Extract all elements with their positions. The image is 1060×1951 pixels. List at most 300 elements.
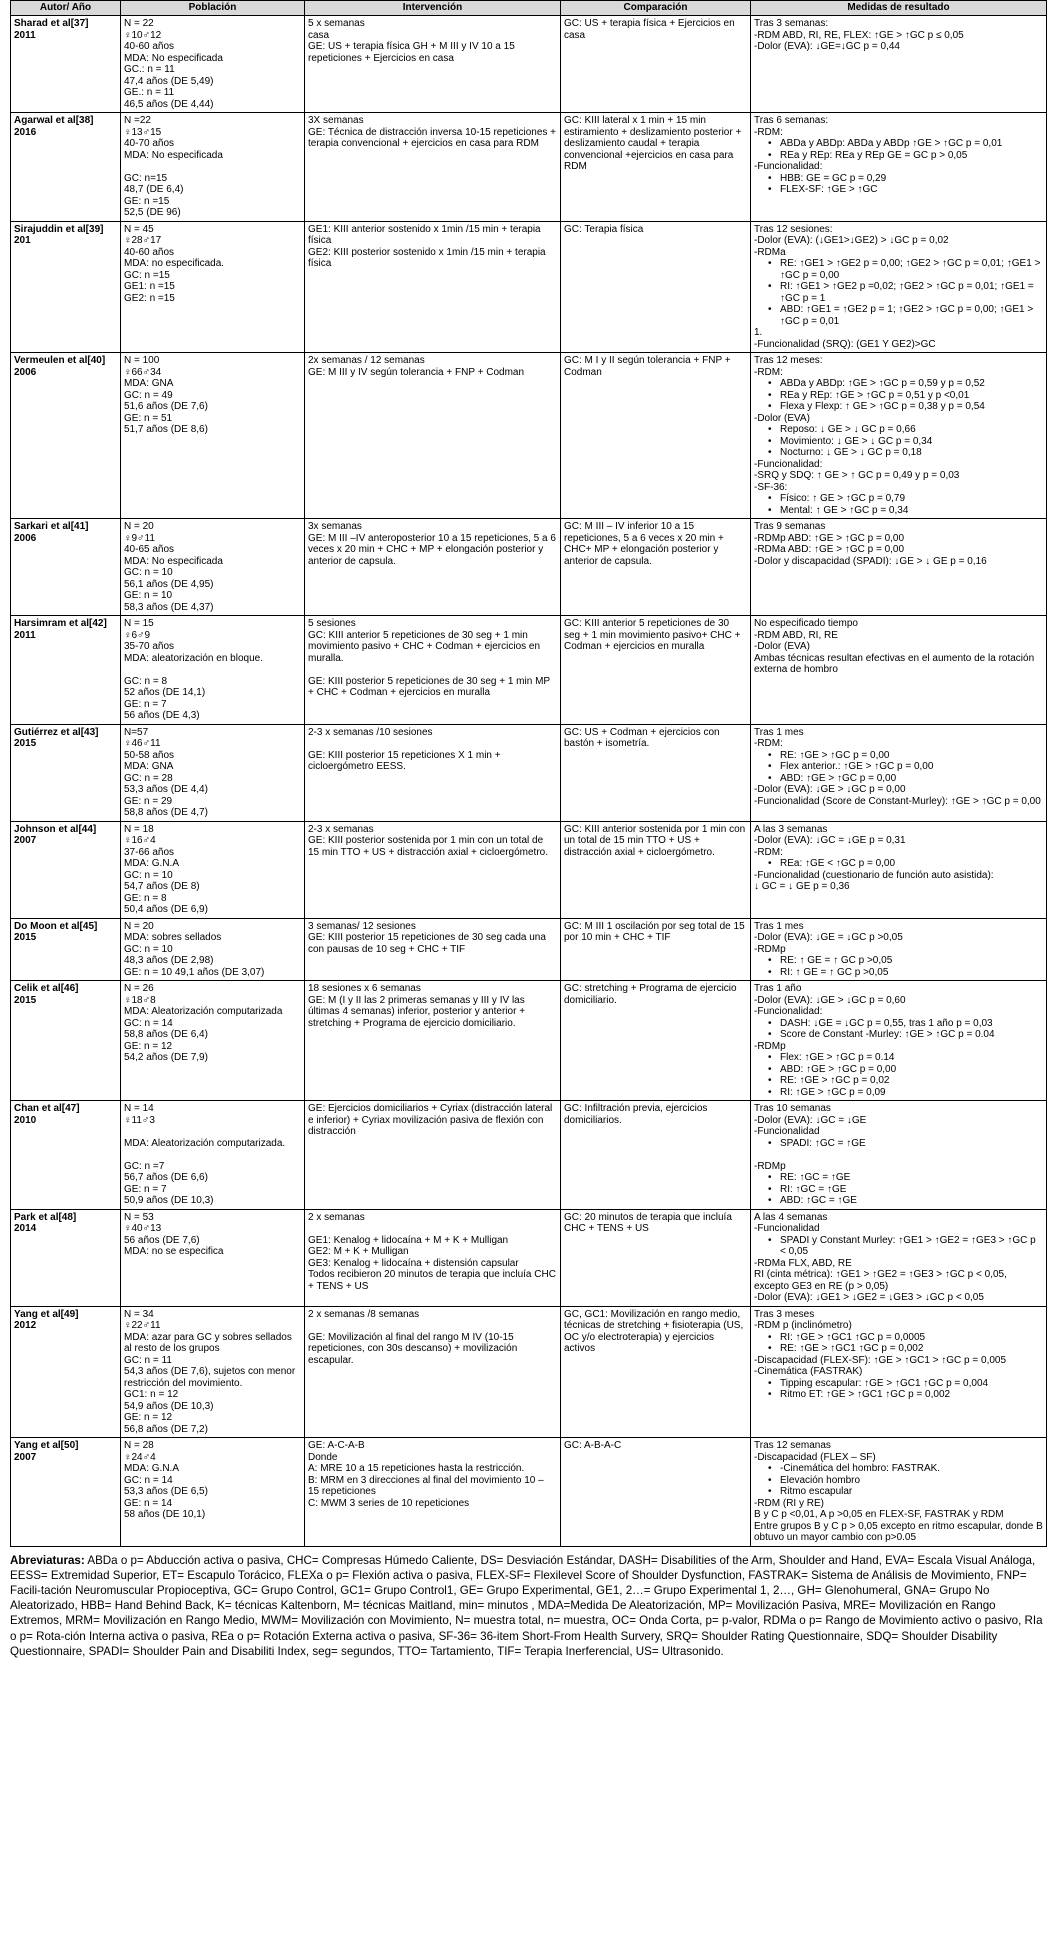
cell-line: Park et al[48] — [14, 1211, 77, 1223]
cell-line — [308, 1320, 557, 1332]
cell-line: • -Cinemática del hombro: FASTRAK. — [754, 1463, 1043, 1475]
outcomes-cell — [751, 1306, 1047, 1438]
cell-line: -Dolor (EVA) — [754, 641, 810, 652]
cell-line: MDA: G.N.A — [124, 858, 180, 869]
cell-line: GC: n = 11 — [124, 1354, 172, 1366]
header-comparison: Comparación — [561, 1, 751, 16]
comparison-cell — [561, 616, 751, 725]
intervention-cell — [305, 221, 561, 353]
population-cell — [121, 1438, 305, 1547]
author-cell — [11, 1438, 121, 1547]
cell-line: MDA: G.N.A — [124, 1463, 180, 1474]
cell-line: GC: n = 10 — [124, 943, 173, 955]
cell-line — [124, 1149, 301, 1161]
cell-line — [124, 161, 301, 173]
cell-line: -RDM: — [754, 126, 783, 138]
cell-line: 46,5 años (DE 4,44) — [124, 98, 214, 110]
cell-line: • Reposo: ↓ GE > ↓ GC p = 0,66 — [754, 424, 1043, 436]
intervention-cell — [305, 981, 561, 1101]
cell-line: Do Moon et al[45] — [14, 920, 98, 932]
cell-line: N =22 — [124, 115, 151, 126]
cell-line: • ABD: ↑GE1 = ↑GE2 p = 1; ↑GE2 > ↑GC p = 0,00; ↑GE1 > ↑GC p = 0,01 — [754, 304, 1043, 327]
comparison-cell — [561, 519, 751, 616]
author-cell — [11, 918, 121, 981]
cell-line: GE.: n = 11 — [124, 87, 175, 98]
cell-line: GC: n =15 — [124, 269, 170, 281]
cell-line: • RI: ↑ GE = ↑ GC p >0,05 — [754, 967, 1043, 979]
cell-line: 54,2 años (DE 7,9) — [124, 1052, 208, 1063]
cell-line: GE1: Kenalog + lidocaína + M + K + Mulligan — [308, 1234, 509, 1246]
cell-line: MDA: GNA — [124, 378, 174, 389]
cell-line: 51,7 años (DE 8,6) — [124, 424, 208, 435]
comparison-cell — [561, 113, 751, 222]
cell-line: -Dolor (EVA): ↓GE = ↓GC p >0,05 — [754, 932, 903, 943]
cell-line: Yang et al[49] — [14, 1308, 79, 1320]
cell-line: • REa y REp: REa y REp GE = GC p > 0,05 — [754, 150, 1043, 162]
cell-line: • SPADI y Constant Murley: ↑GE1 > ↑GE2 = ↑GE3 > ↑GC p < 0,05 — [754, 1235, 1043, 1258]
cell-line: Johnson et al[44] — [14, 823, 97, 835]
outcomes-cell — [751, 221, 1047, 353]
cell-line: GC: n = 10 — [124, 869, 173, 881]
cell-line: MDA: GNA — [124, 761, 174, 772]
cell-line: -Discapacidad (FLEX-SF): ↑GE > ↑GC1 > ↑GC p = 0,005 — [754, 1354, 1007, 1366]
cell-line: -Dolor (EVA): (↓GE1>↓GE2) > ↓GC p = 0,02 — [754, 235, 949, 246]
cell-line: 5 x semanas — [308, 18, 365, 29]
cell-line — [308, 664, 557, 676]
cell-line: Tras 9 semanas — [754, 521, 826, 532]
cell-line: GC: KIII anterior 5 repeticiones de 30 seg + 1 min movimiento pasivo + CHC + Codman + ejercicios en muralla. — [308, 629, 543, 664]
header-population: Población — [121, 1, 305, 16]
cell-line: GC, GC1: Movilización en rango medio, técnicas de stretching + fisioterapia (US, OC y/o electroterapia) y ejercicios activos — [564, 1308, 747, 1354]
comparison-cell — [561, 821, 751, 918]
cell-line: 2-3 x semanas — [308, 823, 374, 835]
cell-line: -RDM: — [754, 738, 783, 749]
cell-line: 5 sesiones — [308, 618, 356, 629]
cell-line: Sarkari et al[41] — [14, 521, 89, 532]
cell-line: ♀6♂9 — [124, 629, 151, 641]
cell-line: 51,6 años (DE 7,6) — [124, 401, 208, 412]
cell-line: -RDMp — [754, 1160, 786, 1172]
cell-line: • Flex anterior.: ↑GE > ↑GC p = 0,00 — [754, 761, 1043, 773]
cell-line: -Funcionalidad (cuestionario de función auto asistida): — [754, 869, 994, 881]
cell-line: ♀13♂15 — [124, 126, 162, 138]
cell-line: ♀46♂11 — [124, 738, 161, 749]
cell-line: • RE: ↑GC = ↑GE — [754, 1172, 1043, 1184]
cell-line: Chan et al[47] — [14, 1103, 80, 1114]
cell-line: GC: n = 14 — [124, 1474, 173, 1486]
cell-line: 3x semanas — [308, 521, 362, 532]
cell-line: N=57 — [124, 726, 149, 738]
cell-line: -RDM ABD, RI, RE — [754, 629, 838, 641]
cell-line: GC: n=15 — [124, 172, 168, 184]
cell-line — [308, 1223, 557, 1235]
cell-line: -SRQ y SDQ: ↑ GE > ↑ GC p = 0,49 y p = 0,03 — [754, 470, 960, 481]
cell-line: C: MWM 3 series de 10 repeticiones — [308, 1497, 470, 1509]
cell-line: • RE: ↑GE > ↑GC p = 0,00 — [754, 750, 1043, 762]
cell-line: 2015 — [14, 994, 37, 1006]
table-row — [11, 353, 1047, 519]
intervention-cell — [305, 724, 561, 821]
cell-line: Donde — [308, 1451, 338, 1463]
intervention-cell — [305, 1438, 561, 1547]
table-row — [11, 1438, 1047, 1547]
population-cell — [121, 221, 305, 353]
cell-line: -Funcionalidad: — [754, 458, 823, 470]
outcomes-cell — [751, 1438, 1047, 1547]
author-cell — [11, 1209, 121, 1306]
cell-line: Tras 1 mes — [754, 920, 804, 932]
cell-line: A: MRE 10 a 15 repeticiones hasta la restricción. — [308, 1463, 525, 1474]
table-row — [11, 113, 1047, 222]
cell-line: • Físico: ↑ GE > ↑GC p = 0,79 — [754, 493, 1043, 505]
cell-line: 2006 — [14, 532, 37, 544]
population-cell — [121, 981, 305, 1101]
cell-line: 54,7 años (DE 8) — [124, 881, 200, 892]
cell-line: ♀18♂8 — [124, 994, 156, 1006]
cell-line: • ABDa y ABDp: ABDa y ABDp ↑GE > ↑GC p = 0,01 — [754, 138, 1043, 150]
cell-line: 58,3 años (DE 4,37) — [124, 601, 214, 613]
cell-line: • Movimiento: ↓ GE > ↓ GC p = 0,34 — [754, 436, 1043, 448]
table-row — [11, 821, 1047, 918]
population-cell — [121, 616, 305, 725]
cell-line: -RDM p (inclinómetro) — [754, 1320, 852, 1331]
cell-line: 52,5 (DE 96) — [124, 207, 181, 218]
cell-line: 48,3 años (DE 2,98) — [124, 955, 214, 966]
cell-line: 40-65 años — [124, 544, 175, 555]
cell-line: • ABD: ↑GE > ↑GC p = 0,00 — [754, 773, 1043, 785]
cell-line: -Discapacidad (FLEX – SF) — [754, 1451, 876, 1463]
outcomes-cell — [751, 981, 1047, 1101]
cell-line: GE: KIII posterior 5 repeticiones de 30 seg + 1 min MP + CHC + Codman + ejercicios en muralla — [308, 675, 553, 698]
cell-line: 58,8 años (DE 6,4) — [124, 1029, 208, 1040]
header-outcomes: Medidas de resultado — [751, 1, 1047, 16]
cell-line: Tras 1 mes — [754, 726, 804, 738]
cell-line: N = 20 — [124, 521, 154, 532]
cell-line: GC: M III – IV inferior 10 a 15 repeticiones, 5 a 6 veces x 20 min + CHC+ MP + elongación posterior y anterior de capsula. — [564, 521, 727, 567]
cell-line: ♀66♂34 — [124, 366, 162, 378]
table-row — [11, 221, 1047, 353]
cell-line: -Dolor (EVA): ↓GE1 > ↓GE2 = ↓GE3 > ↓GC p < 0,05 — [754, 1292, 984, 1303]
cell-line: 2-3 x semanas /10 sesiones — [308, 726, 433, 738]
cell-line: 3 semanas/ 12 sesiones — [308, 920, 416, 932]
cell-line: GC: M I y II según tolerancia + FNP + Codman — [564, 355, 734, 378]
cell-line: Yang et al[50] — [14, 1440, 79, 1451]
comparison-cell — [561, 1306, 751, 1438]
outcomes-cell — [751, 724, 1047, 821]
cell-line: GC: KIII anterior sostenida por 1 min con un total de 15 min TTO + US + distracción axial + cicloergómetro. — [564, 823, 748, 858]
cell-line: -RDM: — [754, 366, 783, 378]
cell-line: -RDMa FLX, ABD, RE — [754, 1257, 852, 1269]
intervention-cell — [305, 918, 561, 981]
cell-line: GE1: n =15 — [124, 281, 175, 292]
outcomes-cell — [751, 616, 1047, 725]
cell-line: -Dolor y discapacidad (SPADI): ↓GE > ↓ GE p = 0,16 — [754, 555, 987, 567]
cell-line: Sharad et al[37] — [14, 18, 89, 29]
cell-line: -Funcionalidad (SRQ): (GE1 Y GE2)>GC — [754, 338, 936, 350]
cell-line: GE: KIII posterior 15 repeticiones de 30 seg cada una con pausas de 10 seg + CHC + TIF — [308, 932, 549, 955]
cell-line: ♀28♂17 — [124, 235, 162, 246]
cell-line: B: MRM en 3 direcciones al final del movimiento 10 – 15 repeticiones — [308, 1474, 547, 1497]
cell-line: -Dolor (EVA) — [754, 412, 810, 424]
cell-line: Ambas técnicas resultan efectivas en el aumento de la rotación externa de hombro — [754, 652, 1037, 675]
cell-line: 53,3 años (DE 4,4) — [124, 784, 208, 795]
cell-line: • REa: ↑GE < ↑GC p = 0,00 — [754, 858, 1043, 870]
cell-line: • RE: ↑GE1 > ↑GE2 p = 0,00; ↑GE2 > ↑GC p = 0,01; ↑GE1 > ↑GC p = 0,00 — [754, 258, 1043, 281]
cell-line: 53,3 años (DE 6,5) — [124, 1486, 208, 1497]
cell-line: GE2: n =15 — [124, 292, 175, 304]
author-cell — [11, 353, 121, 519]
comparison-cell — [561, 221, 751, 353]
cell-line: GE1: KIII anterior sostenido x 1min /15 min + terapia física — [308, 223, 544, 246]
cell-line: MDA: Aleatorización computarizada — [124, 1006, 283, 1017]
cell-line: MDA: azar para GC y sobres sellados al resto de los grupos — [124, 1331, 295, 1354]
cell-line: 2016 — [14, 126, 37, 138]
population-cell — [121, 1306, 305, 1438]
comparison-cell — [561, 1438, 751, 1547]
cell-line: 2015 — [14, 932, 37, 943]
cell-line: GC: n = 49 — [124, 389, 173, 401]
cell-line: N = 34 — [124, 1308, 154, 1320]
population-cell — [121, 1101, 305, 1210]
cell-line: N = 45 — [124, 223, 154, 235]
cell-line: GC1: n = 12 — [124, 1389, 179, 1400]
cell-line: • Flex: ↑GE > ↑GC p = 0.14 — [754, 1052, 1043, 1064]
cell-line: 40-60 años — [124, 246, 175, 258]
cell-line: • Score de Constant -Murley: ↑GE > ↑GC p = 0.04 — [754, 1029, 1043, 1041]
table-row — [11, 16, 1047, 113]
cell-line: • Tipping escapular: ↑GE > ↑GC1 ↑GC p = 0,004 — [754, 1378, 1043, 1390]
cell-line: GE: n = 12 — [124, 1040, 173, 1052]
cell-line: Tras 12 semanas — [754, 1440, 831, 1451]
cell-line: 56,1 años (DE 4,95) — [124, 578, 214, 590]
cell-line: 52 años (DE 14,1) — [124, 687, 206, 698]
comparison-cell — [561, 724, 751, 821]
cell-line: A las 3 semanas — [754, 823, 828, 835]
comparison-cell — [561, 1101, 751, 1210]
cell-line: MDA: aleatorización en bloque. — [124, 652, 263, 664]
intervention-cell — [305, 113, 561, 222]
cell-line: GC: n =7 — [124, 1160, 165, 1172]
cell-line: MDA: no especificada. — [124, 258, 225, 269]
author-cell — [11, 981, 121, 1101]
cell-line: 2 x semanas /8 semanas — [308, 1308, 420, 1320]
cell-line: • FLEX-SF: ↑GE > ↑GC — [754, 184, 1043, 196]
cell-line: -Dolor (EVA): ↓GE > ↓GC p = 0,60 — [754, 994, 906, 1006]
outcomes-cell — [751, 918, 1047, 981]
population-cell — [121, 1209, 305, 1306]
cell-line: • RE: ↑ GE = ↑ GC p >0,05 — [754, 955, 1043, 967]
table-body — [11, 16, 1047, 1547]
studies-table — [10, 0, 1047, 1547]
cell-line: N = 53 — [124, 1211, 154, 1223]
cell-line: 2007 — [14, 1451, 37, 1463]
cell-line: GE3: Kenalog + lidocaína + distensión capsular — [308, 1257, 519, 1269]
author-cell — [11, 1101, 121, 1210]
cell-line: 2010 — [14, 1114, 37, 1126]
cell-line: Agarwal et al[38] — [14, 115, 94, 126]
cell-line: 58,8 años (DE 4,7) — [124, 807, 208, 818]
cell-line: GC: KIII anterior 5 repeticiones de 30 seg + 1 min movimiento pasivo+ CHC + Codman + ejercicios en muralla — [564, 618, 744, 652]
cell-line: ♀9♂11 — [124, 532, 155, 544]
cell-line: GE: n = 8 — [124, 892, 167, 904]
cell-line: -RDMa ABD: ↑GE > ↑GC p = 0,00 — [754, 544, 905, 555]
cell-line: GE: n = 10 49,1 años (DE 3,07) — [124, 966, 265, 978]
cell-line: • RI: ↑GE1 > ↑GE2 p =0,02; ↑GE2 > ↑GC p = 0,01; ↑GE1 = ↑GC p = 1 — [754, 281, 1043, 304]
cell-line: -Cinemática (FASTRAK) — [754, 1366, 863, 1377]
cell-line: 48,7 (DE 6,4) — [124, 184, 184, 195]
cell-line: ♀11♂3 — [124, 1114, 155, 1126]
cell-line: • Ritmo escapular — [754, 1486, 1043, 1498]
cell-line: -RDM (RI y RE) — [754, 1497, 824, 1509]
cell-line: GE: Movilización al final del rango M IV (10-15 repeticiones, con 30s descanso) + movilización escapular. — [308, 1331, 521, 1366]
cell-line: 37-66 años — [124, 846, 175, 858]
intervention-cell — [305, 519, 561, 616]
cell-line: -RDMp — [754, 1040, 786, 1052]
outcomes-cell — [751, 16, 1047, 113]
cell-line: GC: US + Codman + ejercicios con bastón + isometría. — [564, 726, 723, 749]
cell-line: 2006 — [14, 366, 37, 378]
cell-line: -Dolor (EVA): ↓GC = ↓GE — [754, 1114, 867, 1126]
cell-line: Tras 3 semanas: — [754, 18, 829, 29]
cell-line: -Dolor (EVA): ↓GE > ↓GC p = 0,00 — [754, 784, 906, 795]
comparison-cell — [561, 353, 751, 519]
cell-line: 50-58 años — [124, 749, 175, 761]
cell-line: MDA: No especificada — [124, 555, 223, 567]
comparison-cell — [561, 981, 751, 1101]
cell-line: ↓ GC = ↓ GE p = 0,36 — [754, 881, 850, 892]
intervention-cell — [305, 821, 561, 918]
cell-line: GC: US + terapia física + Ejercicios en casa — [564, 18, 738, 41]
cell-line: N = 20 — [124, 920, 154, 932]
cell-line: 2015 — [14, 738, 37, 749]
cell-line: GE: n =15 — [124, 195, 170, 207]
cell-line: N = 14 — [124, 1103, 154, 1114]
cell-line: GC: n = 28 — [124, 772, 173, 784]
table-row — [11, 981, 1047, 1101]
cell-line: GC: stretching + Programa de ejercicio domiciliario. — [564, 983, 740, 1006]
abbreviations-label: Abreviaturas: — [10, 1553, 85, 1567]
cell-line: GE: KIII posterior sostenida por 1 min con un total de 15 min TTO + US + distracción axial + cicloergómetro. — [308, 835, 549, 858]
cell-line: N = 15 — [124, 618, 154, 629]
cell-line: • Nocturno: ↓ GE > ↓ GC p = 0,18 — [754, 447, 1043, 459]
author-cell — [11, 724, 121, 821]
cell-line: N = 18 — [124, 823, 154, 835]
cell-line: 47,4 años (DE 5,49) — [124, 75, 214, 87]
cell-line: 40-60 años — [124, 41, 175, 52]
cell-line: GE: n = 29 — [124, 795, 173, 807]
cell-line: 2 x semanas — [308, 1211, 365, 1223]
cell-line: casa — [308, 29, 330, 41]
cell-line: MDA: No especificada — [124, 149, 223, 161]
cell-line: GC: KIII lateral x 1 min + 15 min estiramiento + deslizamiento posterior + deslizamiento caudal + terapia convencional +ejercicios en casa para RDM — [564, 115, 745, 172]
cell-line: GE: n = 14 — [124, 1497, 173, 1509]
cell-line: MDA: sobres sellados — [124, 932, 222, 943]
cell-line — [124, 664, 301, 676]
cell-line: -SF-36: — [754, 481, 788, 493]
cell-line: N = 22 — [124, 18, 154, 29]
cell-line: -Funcionalidad — [754, 1126, 820, 1137]
cell-line: 50,9 años (DE 10,3) — [124, 1195, 214, 1206]
author-cell — [11, 113, 121, 222]
cell-line: Celik et al[46] — [14, 983, 79, 994]
author-cell — [11, 221, 121, 353]
table-row — [11, 918, 1047, 981]
cell-line: 50,4 años (DE 6,9) — [124, 904, 208, 915]
cell-line: GE: n = 7 — [124, 1183, 167, 1195]
cell-line: GE2: KIII posterior sostenido x 1min /15 min + terapia física — [308, 246, 549, 269]
cell-line: -Dolor (EVA): ↓GC = ↓GE p = 0,31 — [754, 835, 906, 846]
cell-line — [754, 1149, 1043, 1161]
outcomes-cell — [751, 821, 1047, 918]
cell-line: GE: n = 12 — [124, 1412, 173, 1423]
cell-line: N = 100 — [124, 355, 160, 366]
cell-line: GC: n = 14 — [124, 1017, 173, 1029]
cell-line: 35-70 años — [124, 641, 175, 652]
cell-line: GC: Infiltración previa, ejercicios domiciliarios. — [564, 1103, 711, 1126]
cell-line: No especificado tiempo — [754, 618, 858, 629]
cell-line: GE: A-C-A-B — [308, 1440, 365, 1451]
cell-line: Tras 1 año — [754, 983, 802, 994]
cell-line: GC: M III 1 oscilación por seg total de 15 por 10 min + CHC + TIF — [564, 920, 748, 943]
cell-line: ♀40♂13 — [124, 1223, 162, 1234]
cell-line: Gutiérrez et al[43] — [14, 726, 99, 738]
cell-line: • RI: ↑GE > ↑GC1 ↑GC p = 0,0005 — [754, 1332, 1043, 1344]
cell-line: GC: n = 8 — [124, 675, 168, 687]
cell-line: 54,9 años (DE 10,3) — [124, 1400, 214, 1412]
cell-line: GE2: M + K + Mulligan — [308, 1246, 409, 1257]
cell-line: GE: n = 51 — [124, 412, 173, 424]
document — [10, 0, 1046, 1659]
abbreviations-text: ABDa o p= Abducción activa o pasiva, CHC= Compresas Húmedo Caliente, DS= Desviación Estándar, DASH= Disabilities of the Arm, Shoulder and Hand, EVA= Escala Visual Análoga, EESS= Extremidad Superior, ET= Escapulo Torácico, FLEXa o p= Flexión activa o pasiva, FLEX-SF= Flexilevel Score of Shoulder Dysfunction, FASTRAK= Sistema de Análisis de Movimiento, FNP= Facili-tación Neuromuscular Propioceptiva, GC= Grupo Control, GC1= Grupo Control1, GE= Grupo Experimental, GE1, 2…= Grupo Experimental 1, 2…, GH= Glenohumeral, GNA= Grupo No Aleatorizado, HBB= Hand Behind Back, K= técnicas Kaltenborn, M= técnicas Maitland, min= minutos , MDA=Medida De Aleatorización, MP= Movilización Pasiva, MRE= Movilización en Rango Extremos, MRM= Movilización en Rango Medio, MWM= Movilización con Movimiento, N= muestra total, n= muestra, OC= Onda Corta, p= p-valor, RDMa o p= Rango de Movimiento activo o pasivo, RIa o p= Rota-ción Interna activa o pasiva, REa o p= Rotación Externa activa o pasiva, SF-36= 36-item Short-From Health Survery, SRQ= Shoulder Rating Questionnaire, SDQ= Shoulder Disability Questionnaire, SPADI= Shoulder Pain and Disabiliti Index, seg= segundos, TTO= Tartamiento, TIF= Terapia Inerferencial, US= Ultrasonido. — [10, 1553, 1043, 1658]
cell-line: 56 años (DE 7,6) — [124, 1234, 200, 1246]
outcomes-cell — [751, 113, 1047, 222]
cell-line: -Funcionalidad: — [754, 161, 823, 172]
table-header-row — [11, 1, 1047, 16]
cell-line: • Elevación hombro — [754, 1475, 1043, 1487]
header-intervention: Intervención — [305, 1, 561, 16]
cell-line: Tras 3 meses — [754, 1308, 815, 1320]
author-cell — [11, 821, 121, 918]
cell-line: B y C p <0,01, A p >0,05 en FLEX-SF, FASTRAK y RDM — [754, 1509, 1004, 1520]
cell-line: • ABDa y ABDp: ↑GE > ↑GC p = 0,59 y p = 0,52 — [754, 378, 1043, 390]
cell-line: • REa y REp: ↑GE > ↑GC p = 0,51 y p <0,01 — [754, 390, 1043, 402]
cell-line: -RDMa — [754, 246, 786, 258]
author-cell — [11, 1306, 121, 1438]
cell-line: 2014 — [14, 1223, 37, 1234]
cell-line: -Funcionalidad: — [754, 1006, 823, 1017]
population-cell — [121, 519, 305, 616]
cell-line: ♀10♂12 — [124, 29, 162, 41]
intervention-cell — [305, 1209, 561, 1306]
cell-line: 56,7 años (DE 6,6) — [124, 1172, 208, 1183]
intervention-cell — [305, 1306, 561, 1438]
outcomes-cell — [751, 353, 1047, 519]
cell-line: GE: n = 7 — [124, 698, 167, 710]
cell-line: ♀24♂4 — [124, 1451, 156, 1463]
cell-line: -RDMp — [754, 943, 786, 955]
cell-line: -Funcionalidad — [754, 1223, 820, 1234]
cell-line: MDA: no se especifica — [124, 1246, 224, 1257]
author-cell — [11, 616, 121, 725]
cell-line: Vermeulen et al[40] — [14, 355, 106, 366]
cell-line: GE: US + terapia física GH + M III y IV 10 a 15 repeticiones + Ejercicios en casa — [308, 41, 518, 64]
cell-line: 2007 — [14, 835, 37, 846]
cell-line: N = 26 — [124, 983, 154, 994]
outcomes-cell — [751, 1209, 1047, 1306]
table-row — [11, 1209, 1047, 1306]
cell-line: 2012 — [14, 1320, 37, 1331]
outcomes-cell — [751, 1101, 1047, 1210]
